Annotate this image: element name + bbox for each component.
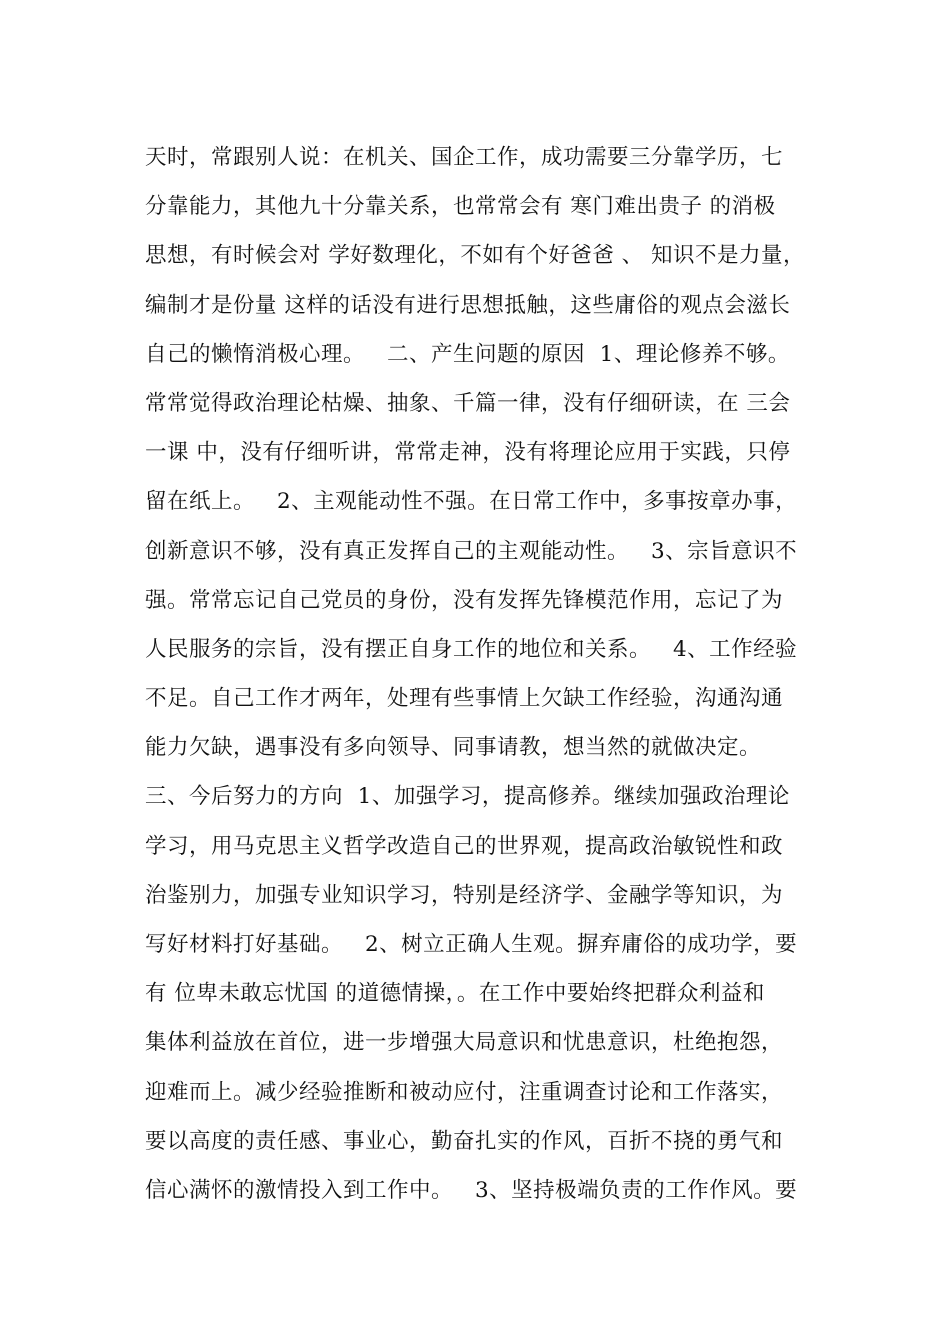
- text-line-17: 写好材料打好基础。 2、树立正确人生观。摒弃庸俗的成功学，要: [145, 932, 798, 957]
- text-line-4: 编制才是份量 这样的话没有进行思想抵触，这些庸俗的观点会滋长: [145, 292, 791, 318]
- text-line-13: 能力欠缺，遇事没有多向领导、同事请教，想当然的就做决定。: [145, 735, 762, 761]
- text-line-18: 有 位卑未敢忘忧国 的道德情操，。在工作中要始终把群众利益和: [145, 981, 765, 1007]
- text-line-12: 不足。自己工作才两年，处理有些事情上欠缺工作经验，沟通沟通: [145, 686, 784, 712]
- text-line-2: 分靠能力，其他九十分靠关系，也常常会有 寒门难出贵子 的消极: [145, 194, 776, 220]
- text-line-6: 常常觉得政治理论枯燥、抽象、千篇一律，没有仔细研读，在 三会: [145, 390, 791, 416]
- text-line-16: 治鉴别力，加强专业知识学习，特别是经济学、金融学等知识，为: [145, 882, 784, 908]
- text-line-15: 学习，用马克思主义哲学改造自己的世界观，提高政治敏锐性和政: [145, 833, 784, 859]
- text-line-8: 留在纸上。 2、主观能动性不强。在日常工作中，多事按章办事，: [145, 489, 798, 515]
- text-line-9: 创新意识不够，没有真正发挥自己的主观能动性。 3、宗旨意识不: [145, 538, 798, 564]
- text-line-11: 人民服务的宗旨，没有摆正自身工作的地位和关系。 4、工作经验: [145, 636, 798, 662]
- body-text: [145, 133, 845, 1215]
- text-line-20: 迎难而上。减少经验推断和被动应付，注重调查讨论和工作落实，: [145, 1079, 784, 1105]
- text-line-21: 要以高度的责任感、事业心，勤奋扎实的作风，百折不挠的勇气和: [145, 1128, 784, 1154]
- text-line-5: 自己的懒惰消极心理。 二、产生问题的原因 1、理论修养不够。: [145, 341, 790, 367]
- text-line-7: 一课 中，没有仔细听讲，常常走神，没有将理论应用于实践，只停: [145, 440, 791, 466]
- text-line-10: 强。常常忘记自己党员的身份，没有发挥先锋模范作用，忘记了为: [145, 587, 784, 613]
- text-line-3: 思想，有时候会对 学好数理化，不如有个好爸爸 、 知识不是力量，: [145, 243, 806, 269]
- text-line-1: 天时，常跟别人说：在机关、国企工作，成功需要三分靠学历，七: [145, 145, 784, 170]
- text-line-22: 信心满怀的激情投入到工作中。 3、坚持极端负责的工作作风。要: [145, 1177, 798, 1203]
- text-line-19: 集体利益放在首位，进一步增强大局意识和忧患意识，杜绝抱怨，: [145, 1030, 784, 1056]
- text-line-14: 三、今后努力的方向 1、加强学习，提高修养。继续加强政治理论: [145, 784, 790, 810]
